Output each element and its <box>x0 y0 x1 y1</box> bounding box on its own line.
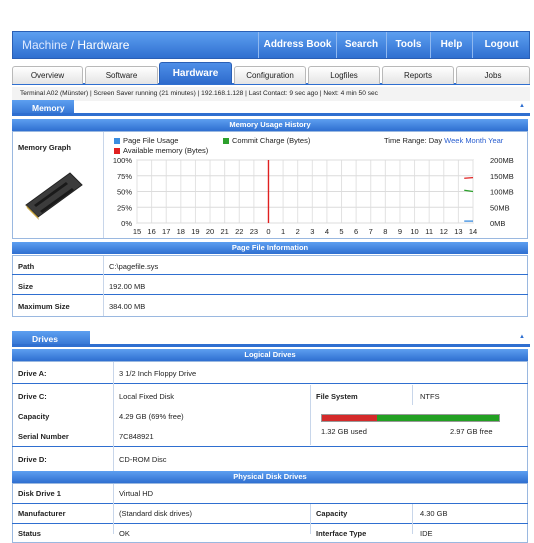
tab-reports[interactable]: Reports <box>382 66 454 84</box>
disk-drive-1-label: Disk Drive 1 <box>18 489 61 498</box>
file-system-value: NTFS <box>420 392 440 401</box>
divider <box>103 256 104 316</box>
legend-swatch <box>223 138 229 144</box>
x-tick-label: 3 <box>310 227 315 236</box>
x-tick-label: 16 <box>147 227 156 236</box>
physical-capacity-value: 4.30 GB <box>420 509 448 518</box>
y-right-tick-label: 200MB <box>490 156 514 165</box>
x-tick-label: 14 <box>468 227 478 236</box>
y-left-tick-label: 0% <box>121 219 132 228</box>
table-row-divider <box>12 446 528 447</box>
maximum-size-value: 384.00 MB <box>109 302 146 311</box>
serial-number-label: Serial Number <box>18 432 69 441</box>
series-line <box>464 178 473 179</box>
divider <box>412 504 413 534</box>
tab-bar <box>12 62 530 85</box>
divider <box>103 132 104 238</box>
y-left-tick-label: 25% <box>116 203 132 213</box>
time-range-month[interactable]: Month <box>465 136 487 145</box>
divider <box>113 484 114 534</box>
tab-hardware[interactable]: Hardware <box>159 62 232 84</box>
x-tick-label: 1 <box>281 227 286 236</box>
x-tick-label: 17 <box>162 227 171 236</box>
x-tick-label: 15 <box>132 227 142 236</box>
interface-type-value: IDE <box>420 529 433 538</box>
divider <box>310 385 311 445</box>
file-system-label: File System <box>316 392 358 401</box>
app-header <box>12 31 530 59</box>
drive-a-value: 3 1/2 Inch Floppy Drive <box>119 369 197 378</box>
collapse-icon[interactable]: ▲ <box>519 103 525 109</box>
disk-usage-bar <box>321 414 500 422</box>
nav-tools[interactable]: Tools <box>386 32 430 58</box>
memory-usage-history-bar: Memory Usage History <box>12 119 528 131</box>
x-tick-label: 2 <box>295 227 300 236</box>
divider <box>113 362 114 482</box>
y-right-tick-label: 0MB <box>490 219 506 228</box>
x-tick-label: 23 <box>249 227 259 236</box>
section-divider <box>12 113 530 116</box>
y-right-tick-label: 50MB <box>490 203 510 213</box>
y-right-tick-label: 150MB <box>490 171 514 181</box>
x-tick-label: 6 <box>354 227 359 236</box>
capacity-value: 4.29 GB (69% free) <box>119 412 184 421</box>
nav-address-book[interactable]: Address Book <box>258 32 336 58</box>
time-range: Time Range: Day Week Month Year <box>384 136 504 145</box>
x-tick-label: 22 <box>235 227 244 236</box>
memory-section-header: Memory <box>12 100 74 116</box>
divider <box>310 504 311 534</box>
x-tick-label: 0 <box>266 227 271 236</box>
table-row-divider <box>12 523 528 524</box>
interface-type-label: Interface Type <box>316 529 367 538</box>
capacity-label: Capacity <box>18 412 50 421</box>
size-value: 192.00 MB <box>109 282 146 291</box>
nav-logout[interactable]: Logout <box>472 32 530 58</box>
y-left-tick-label: 100% <box>112 156 132 165</box>
tab-overview[interactable]: Overview <box>12 66 83 84</box>
x-tick-label: 7 <box>368 227 373 236</box>
x-tick-label: 9 <box>397 227 403 236</box>
nav-search[interactable]: Search <box>336 32 386 58</box>
logical-drives-bar: Logical Drives <box>12 349 528 361</box>
status-bar: Terminal A02 (Münster) | Screen Saver running (21 minutes) | 192.168.1.128 | Last Contact: 9 sec ago | Next: 4 min 50 sec <box>12 87 530 101</box>
legend-available-memory: Available memory (Bytes) <box>114 146 208 155</box>
collapse-icon[interactable]: ▲ <box>519 334 525 340</box>
y-left-tick-label: 75% <box>116 171 132 181</box>
manufacturer-label: Manufacturer <box>18 509 66 518</box>
physical-disk-drives-bar: Physical Disk Drives <box>12 471 528 483</box>
x-tick-label: 20 <box>205 227 215 236</box>
x-tick-label: 21 <box>220 227 229 236</box>
drive-d-value: CD-ROM Disc <box>119 455 167 464</box>
status-value: OK <box>119 529 130 538</box>
y-left-tick-label: 50% <box>116 187 132 197</box>
table-row-divider <box>12 383 528 384</box>
x-tick-label: 12 <box>439 227 448 236</box>
drive-a-label: Drive A: <box>18 369 47 378</box>
drive-c-value: Local Fixed Disk <box>119 392 175 401</box>
x-tick-label: 19 <box>191 227 200 236</box>
size-label: Size <box>18 282 34 291</box>
time-range-year[interactable]: Year <box>488 136 504 145</box>
serial-number-value: 7C848921 <box>119 432 154 441</box>
page-title: Machine / Hardware <box>22 38 130 52</box>
physical-drives-table <box>12 483 528 543</box>
disk-drive-1-value: Virtual HD <box>119 489 154 498</box>
x-tick-label: 8 <box>383 227 388 236</box>
tab-software[interactable]: Software <box>85 66 158 84</box>
physical-capacity-label: Capacity <box>316 509 348 518</box>
time-range-week[interactable]: Week <box>444 136 464 145</box>
x-tick-label: 5 <box>339 227 344 236</box>
page-file-information-bar: Page File Information <box>12 242 528 254</box>
nav-help[interactable]: Help <box>430 32 472 58</box>
legend-swatch <box>114 148 120 154</box>
path-label: Path <box>18 262 35 271</box>
page-file-table <box>12 255 528 317</box>
disk-free-text: 2.97 GB free <box>450 427 493 436</box>
tab-jobs[interactable]: Jobs <box>456 66 530 84</box>
disk-used-fill <box>322 415 377 421</box>
memory-module-icon <box>24 167 84 221</box>
y-right-tick-label: 100MB <box>490 187 514 197</box>
legend-page-file: Page File Usage <box>114 136 178 145</box>
logical-drives-table <box>12 361 528 483</box>
x-tick-label: 11 <box>425 227 434 236</box>
status-label: Status <box>18 529 41 538</box>
x-tick-label: 4 <box>324 227 329 236</box>
disk-used-text: 1.32 GB used <box>321 427 367 436</box>
x-tick-label: 13 <box>454 227 463 236</box>
legend-commit-charge: Commit Charge (Bytes) <box>223 136 310 145</box>
section-divider <box>12 344 530 347</box>
table-row-divider <box>12 274 528 275</box>
legend-swatch <box>114 138 120 144</box>
drives-section-header: Drives <box>12 331 90 347</box>
divider <box>412 385 413 405</box>
x-tick-label: 18 <box>176 227 185 236</box>
tab-logfiles[interactable]: Logfiles <box>308 66 380 84</box>
x-tick-label: 10 <box>410 227 419 236</box>
maximum-size-label: Maximum Size <box>18 302 70 311</box>
drive-d-label: Drive D: <box>18 455 47 464</box>
tab-configuration[interactable]: Configuration <box>234 66 306 84</box>
path-value: C:\pagefile.sys <box>109 262 159 271</box>
memory-graph-label: Memory Graph <box>18 143 71 152</box>
table-row-divider <box>12 294 528 295</box>
drive-c-label: Drive C: <box>18 392 47 401</box>
manufacturer-value: (Standard disk drives) <box>119 509 192 518</box>
table-row-divider <box>12 503 528 504</box>
memory-usage-chart <box>105 155 525 237</box>
